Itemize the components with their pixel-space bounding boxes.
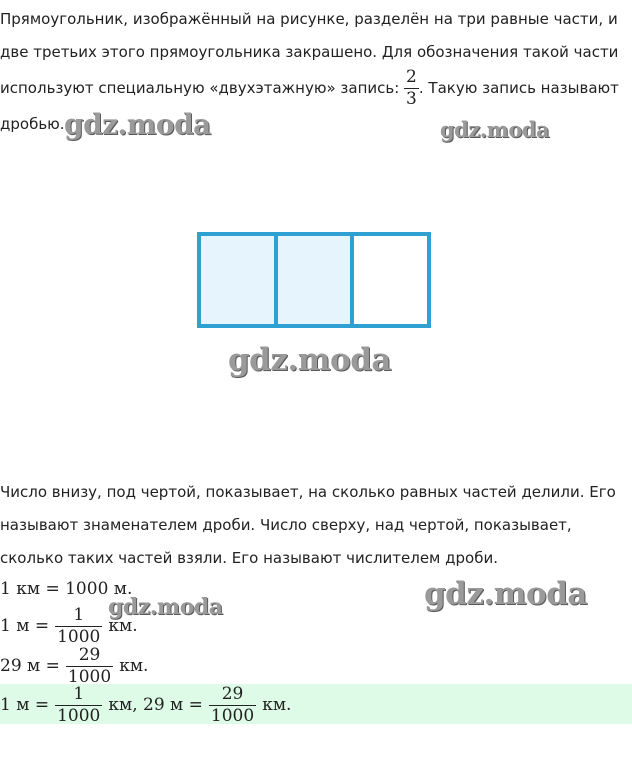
fraction-numerator: 1: [73, 683, 85, 704]
intro-line-3-after: . Такую запись называют: [418, 79, 619, 97]
explanation-line-2: называют знаменателем дроби. Число сверху, над чертой, показывает,: [0, 516, 572, 534]
explanation-paragraph: [0, 476, 628, 575]
fraction-numerator: 2: [406, 67, 417, 87]
fraction-denominator: 3: [406, 89, 417, 109]
rectangle-part-shaded: [201, 236, 274, 324]
equation-unit: км.: [119, 656, 149, 676]
fraction-denominator: 1000: [57, 626, 101, 647]
equation-unit: км.: [108, 616, 138, 636]
equation-summary: [0, 683, 291, 727]
watermark-logo: gdz.moda: [108, 594, 223, 620]
rectangle-part-shaded: [274, 236, 351, 324]
intro-line-1: Прямоугольник, изображённый на рисунке, разделён на три равные части, и: [0, 10, 618, 28]
equation-lhs: 29 м =: [0, 656, 60, 676]
rectangle-figure: [197, 232, 431, 328]
watermark-logo: gdz.moda: [228, 342, 391, 378]
fraction-numerator: 29: [78, 644, 101, 665]
fraction-29-1000: [66, 644, 113, 687]
fraction-1-1000: [55, 604, 102, 647]
watermark-logo: gdz.moda: [440, 117, 550, 142]
intro-line-4: дробью.: [0, 115, 65, 133]
fraction-numerator: 1: [73, 604, 85, 625]
fraction-denominator: 1000: [67, 666, 112, 687]
rectangle-part-empty: [350, 236, 427, 324]
equation-29m-to-km: [0, 644, 148, 688]
fraction-denominator: 1000: [57, 705, 101, 726]
fraction-two-thirds: [404, 69, 419, 108]
explanation-line-1: Число внизу, под чертой, показывает, на сколько равных частей делили. Его: [0, 483, 616, 501]
equation-lhs: 1 м =: [0, 695, 50, 715]
equation-lhs: 1 м =: [0, 616, 50, 636]
intro-line-3-before: используют специальную «двухэтажную» запись:: [0, 79, 405, 97]
equation-mid: км, 29 м =: [108, 695, 203, 715]
watermark-logo: gdz.moda: [424, 576, 587, 612]
intro-line-2: две третьих этого прямоугольника закрашено. Для обозначения такой части: [0, 43, 619, 61]
equation-text: 1 км = 1000 м.: [0, 579, 133, 599]
fraction-1-1000: [55, 683, 102, 726]
watermark-logo: gdz.moda: [64, 108, 211, 141]
fraction-numerator: 29: [221, 683, 244, 704]
fraction-denominator: 1000: [210, 705, 255, 726]
fraction-29-1000: [209, 683, 256, 726]
equation-unit: км.: [262, 695, 292, 715]
explanation-line-3: сколько таких частей взяли. Его называют числителем дроби.: [0, 549, 498, 567]
